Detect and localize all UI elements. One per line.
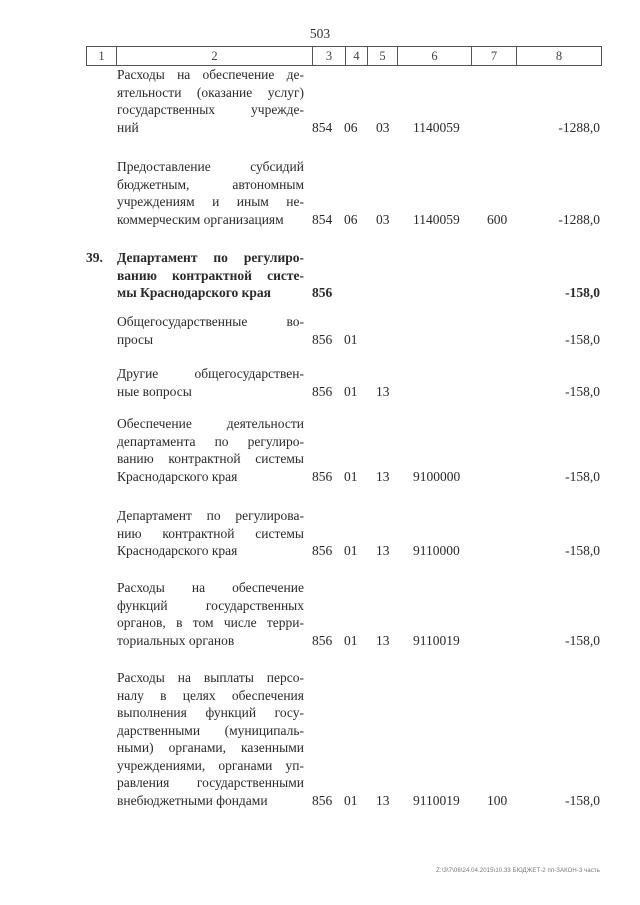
cell-column-4: 06 xyxy=(344,211,358,227)
description-line: бюджетным, автономным xyxy=(117,176,304,192)
column-header-1: 1 xyxy=(87,47,117,66)
column-header-7: 7 xyxy=(472,47,517,66)
cell-column-5: 03 xyxy=(376,119,390,135)
description-line: Краснодарского края xyxy=(117,468,238,484)
row-description xyxy=(117,365,304,400)
cell-column-3: 856 xyxy=(312,331,333,347)
description-line: Другие общегосударствен- xyxy=(117,366,304,381)
cell-column-8: -1288,0 xyxy=(558,119,600,135)
cell-column-4: 01 xyxy=(344,792,358,808)
cell-column-4: 01 xyxy=(344,383,358,399)
description-line: Общегосударственные во- xyxy=(117,314,304,329)
description-line: Расходы на выплаты персо- xyxy=(117,670,304,685)
row-description xyxy=(117,313,304,348)
cell-column-6: 9110019 xyxy=(413,632,460,648)
cell-column-8: -158,0 xyxy=(565,383,600,399)
cell-column-7: 600 xyxy=(487,211,508,227)
column-header-5: 5 xyxy=(368,47,398,66)
cell-column-8: -158,0 xyxy=(565,331,600,347)
cell-column-7: 100 xyxy=(487,792,508,808)
page-number: 503 xyxy=(309,26,331,41)
cell-column-4: 01 xyxy=(344,543,358,558)
description-line: ными) органами, казенными xyxy=(117,740,304,755)
description-line: учреждениями, органами уп- xyxy=(117,757,304,773)
description-line: ятельности (оказание услуг) xyxy=(117,84,304,100)
description-line: равления государственными xyxy=(117,775,304,790)
cell-column-6: 9100000 xyxy=(413,468,461,484)
description-line: Обеспечение деятельности xyxy=(117,416,304,431)
cell-column-8: -158,0 xyxy=(565,285,600,300)
cell-column-5: 13 xyxy=(376,383,390,399)
description-line: учреждениям и иным не- xyxy=(117,194,304,209)
description-line: внебюджетными фондами xyxy=(117,792,268,808)
cell-column-3: 856 xyxy=(312,285,333,300)
row-number: 39. xyxy=(86,250,103,265)
description-line: нию контрактной системы xyxy=(117,525,304,541)
description-line: органов, в том числе терри- xyxy=(117,615,304,630)
cell-column-8: -158,0 xyxy=(565,792,600,808)
description-line: ные вопросы xyxy=(117,383,192,399)
description-line: просы xyxy=(117,331,154,347)
description-line: государственных учрежде- xyxy=(117,102,304,117)
row-description xyxy=(117,507,304,560)
cell-column-5: 13 xyxy=(376,792,390,808)
description-line: функций государственных xyxy=(117,597,304,613)
cell-column-6: 1140059 xyxy=(413,119,460,135)
column-header-8: 8 xyxy=(517,47,602,66)
description-line: ванию контрактной систе- xyxy=(117,267,304,283)
cell-column-3: 856 xyxy=(312,543,333,558)
description-line: Департамент по регулирова- xyxy=(117,508,304,523)
row-description xyxy=(117,66,304,136)
row-description xyxy=(117,579,304,649)
description-line: ний xyxy=(117,119,139,135)
cell-column-4: 01 xyxy=(344,632,358,648)
description-line: дарственными (муниципаль- xyxy=(117,722,304,738)
cell-column-4: 01 xyxy=(344,331,358,347)
cell-column-3: 856 xyxy=(312,632,333,648)
description-line: налу в целях обеспечения xyxy=(117,687,304,703)
description-line: коммерческим организациям xyxy=(117,211,284,227)
cell-column-4: 06 xyxy=(344,119,358,135)
column-header-3: 3 xyxy=(313,47,346,66)
cell-column-6: 1140059 xyxy=(413,211,460,227)
file-path-footer: Z:\3\7\06\24.04.2015\10.33 БЮДЖЕТ-2 пп-ЗАКОН-3 часть xyxy=(436,868,600,874)
cell-column-5: 03 xyxy=(376,211,390,227)
cell-column-3: 856 xyxy=(312,792,333,808)
cell-column-8: -158,0 xyxy=(565,632,600,648)
description-line: выполнения функций госу- xyxy=(117,705,304,720)
cell-column-8: -158,0 xyxy=(565,468,600,484)
cell-column-6: 9110000 xyxy=(413,543,460,558)
cell-column-5: 13 xyxy=(376,543,390,558)
cell-column-8: -158,0 xyxy=(565,543,600,558)
description-line: мы Краснодарского края xyxy=(117,285,271,300)
row-description xyxy=(117,669,304,809)
description-line: Предоставление субсидий xyxy=(117,159,304,174)
cell-column-5: 13 xyxy=(376,468,390,484)
row-description xyxy=(117,415,304,485)
column-header-4: 4 xyxy=(346,47,368,66)
cell-column-3: 854 xyxy=(312,211,333,227)
description-line: ванию контрактной системы xyxy=(117,451,304,466)
cell-column-5: 13 xyxy=(376,632,390,648)
description-line: Краснодарского края xyxy=(117,543,238,558)
column-header-row xyxy=(86,46,602,66)
column-header-2: 2 xyxy=(117,47,313,66)
cell-column-3: 856 xyxy=(312,383,333,399)
cell-column-3: 854 xyxy=(312,119,333,135)
row-description xyxy=(117,158,304,228)
description-line: Департамент по регулиро- xyxy=(117,250,304,265)
column-header-6: 6 xyxy=(398,47,472,66)
cell-column-3: 856 xyxy=(312,468,333,484)
description-line: Расходы на обеспечение де- xyxy=(117,67,304,82)
description-line: ториальных органов xyxy=(117,632,235,648)
cell-column-4: 01 xyxy=(344,468,358,484)
description-line: Расходы на обеспечение xyxy=(117,580,304,595)
description-line: департамента по регулиро- xyxy=(117,433,304,449)
row-description xyxy=(117,249,304,302)
cell-column-8: -1288,0 xyxy=(558,211,600,227)
cell-column-6: 9110019 xyxy=(413,792,460,808)
